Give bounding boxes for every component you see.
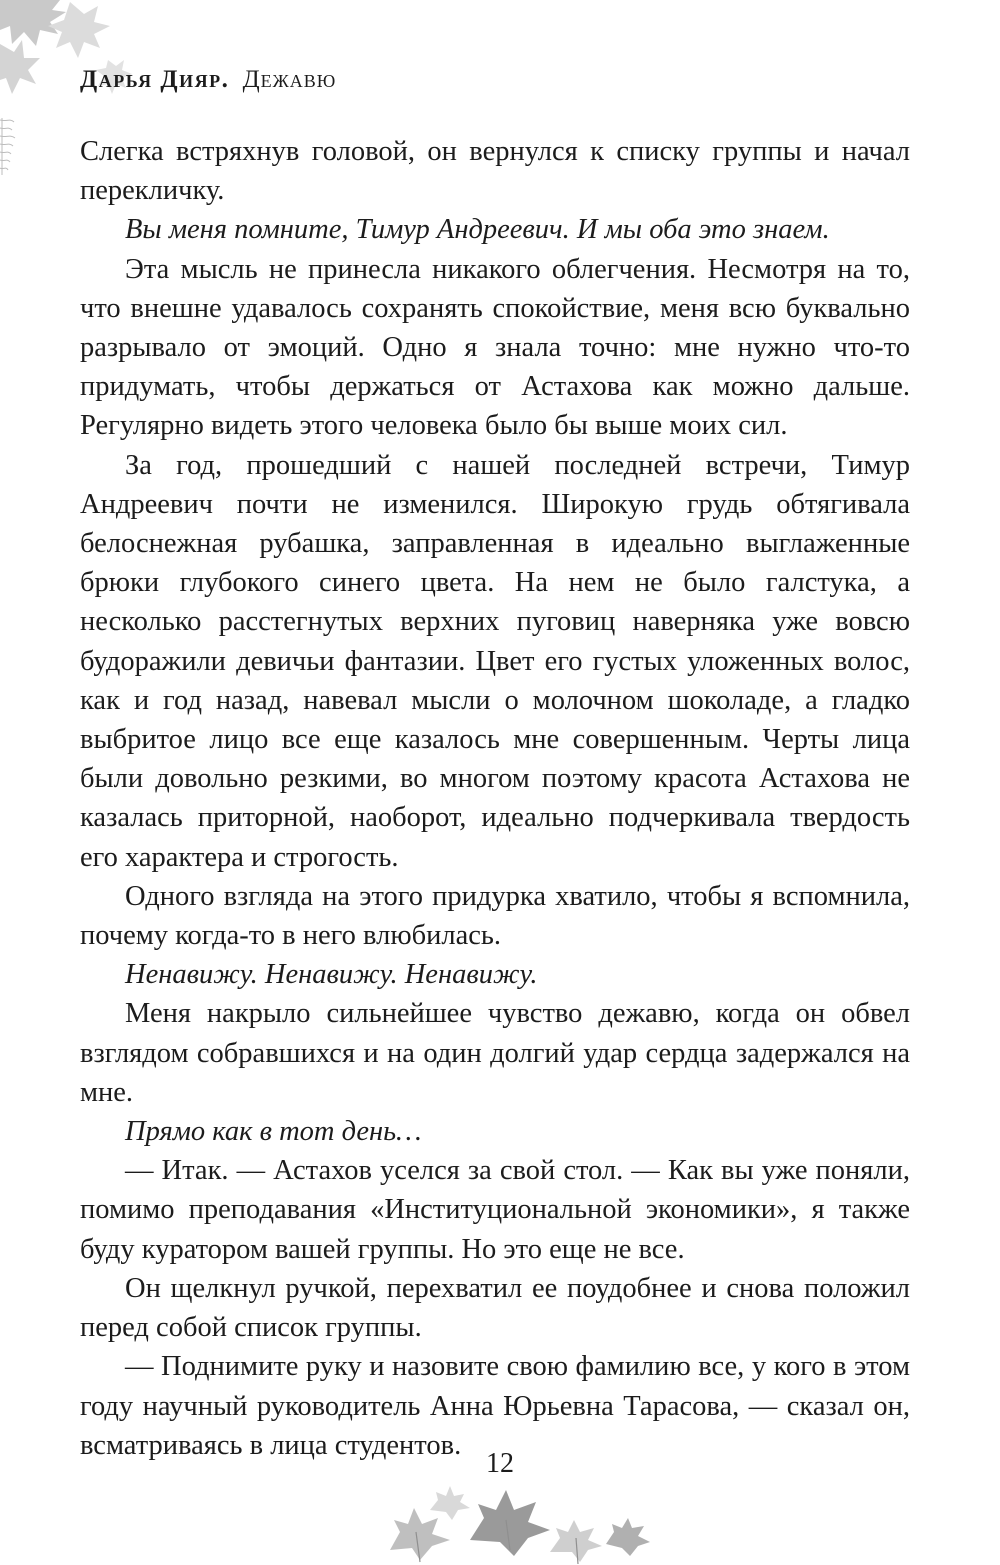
paragraph: Слегка встряхнув головой, он вернулся к списку группы и начал перекличку. xyxy=(80,136,910,207)
paragraph: Эта мысль не принесла никакого облегчения. Несмотря на то, что внешне удавалось сохранять спокойствие, меня всю буквально разрывало от эмоций. Одно я знала точно: мне нужно что-то придумать, чтобы держаться от Астахова как можно дальше. Регулярно видеть этого человека было бы выше моих сил. xyxy=(80,253,910,442)
paragraph: Меня накрыло сильнейшее чувство дежавю, когда он обвел взглядом собравшихся и на один долгий удар сердца задержался на мне. xyxy=(80,998,910,1108)
paragraph: — Итак. — Астахов уселся за свой стол. — Как вы уже поняли, помимо преподавания «Институциональной экономики», я также буду куратором вашей группы. Но это еще не все. xyxy=(80,1155,910,1265)
running-head-title: Дежавю xyxy=(242,66,337,93)
paragraph: Он щелкнул ручкой, перехватил ее поудобнее и снова положил перед собой список группы. xyxy=(80,1272,910,1344)
body-text xyxy=(80,132,910,1465)
paragraph-italic: Вы меня помните, Тимур Андреевич. И мы оба это знаем. xyxy=(125,214,830,246)
paragraph-italic: Ненавижу. Ненавижу. Ненавижу. xyxy=(125,959,538,991)
page-number: 12 xyxy=(486,1448,514,1479)
paragraph: Одного взгляда на этого придурка хватило, чтобы я вспомнила, почему когда-то в него влюбилась. xyxy=(80,880,910,952)
running-head-author: Дарья Дияр. xyxy=(80,66,230,93)
paragraph-italic: Прямо как в тот день… xyxy=(125,1116,422,1148)
paragraph: За год, прошедший с нашей последней встречи, Тимур Андреевич почти не изменился. Широкую грудь обтягивала белоснежная рубашка, заправленная в идеально выглаженные брюки глубокого синего цвета. На нем не было галстука, а несколько расстегнутых верхних пуговиц наверняка уже вовсю будоражили девичьи фантазии. Цвет его густых уложенных волос, как и год назад, навевал мысли о молочном шоколаде, а гладко выбритое лицо все еще казалось мне совершенным. Черты лица были довольно резкими, во многом поэтому красота Астахова не казалась приторной, наоборот, идеально подчеркивала твердость его характера и строгость. xyxy=(80,449,910,873)
paragraph: — Поднимите руку и назовите свою фамилию все, у кого в этом году научный руководитель Анна Юрьевна Тарасова, — сказал он, всматриваясь в лица студентов. xyxy=(80,1351,910,1461)
maple-leaves-footer-icon xyxy=(360,1480,660,1565)
running-head xyxy=(80,66,336,94)
